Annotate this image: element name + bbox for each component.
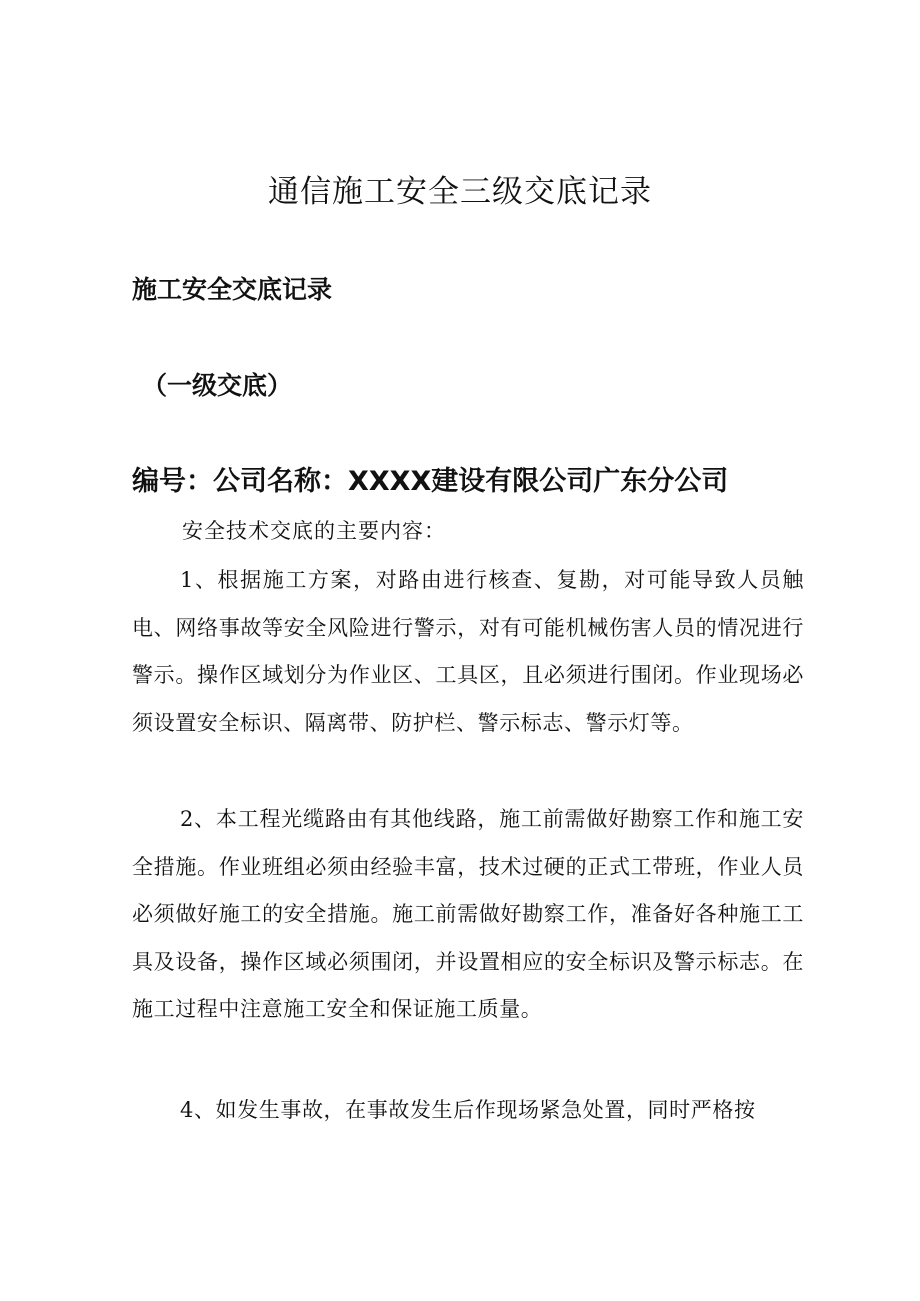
- paragraph-item-1: 1、根据施工方案，对路由进行核查、复勘，对可能导致人员触电、网络事故等安全风险进行警示，对有可能机械伤害人员的情况进行警示。操作区域划分为作业区、工具区，且必须进行围闭。作业现场必须设置安全标识、隔离带、防护栏、警示标志、警示灯等。: [132, 568, 804, 735]
- intro-text: 安全技术交底的主要内容：: [182, 519, 446, 543]
- paragraph-item-2: 2、本工程光缆路由有其他线路，施工前需做好勘察工作和施工安全措施。作业班组必须由经验丰富，技术过硬的正式工带班，作业人员必须做好施工的安全措施。施工前需做好勘察工作，准备好各种施工工具及设备，操作区域必须围闭，并设置相应的安全标识及警示标志。在施工过程中注意施工安全和保证施工质量。: [132, 807, 804, 1022]
- document-title: 通信施工安全三级交底记录: [268, 174, 652, 210]
- section-heading: 施工安全交底记录: [132, 275, 333, 304]
- paragraph-item-4: 4、如发生事故，在事故发生后作现场紧急处置，同时严格按: [180, 1098, 756, 1122]
- company-name-line: 编号：公司名称：XXXX建设有限公司广东分公司: [132, 466, 729, 497]
- disclosure-level-label: （一级交底）: [142, 371, 293, 400]
